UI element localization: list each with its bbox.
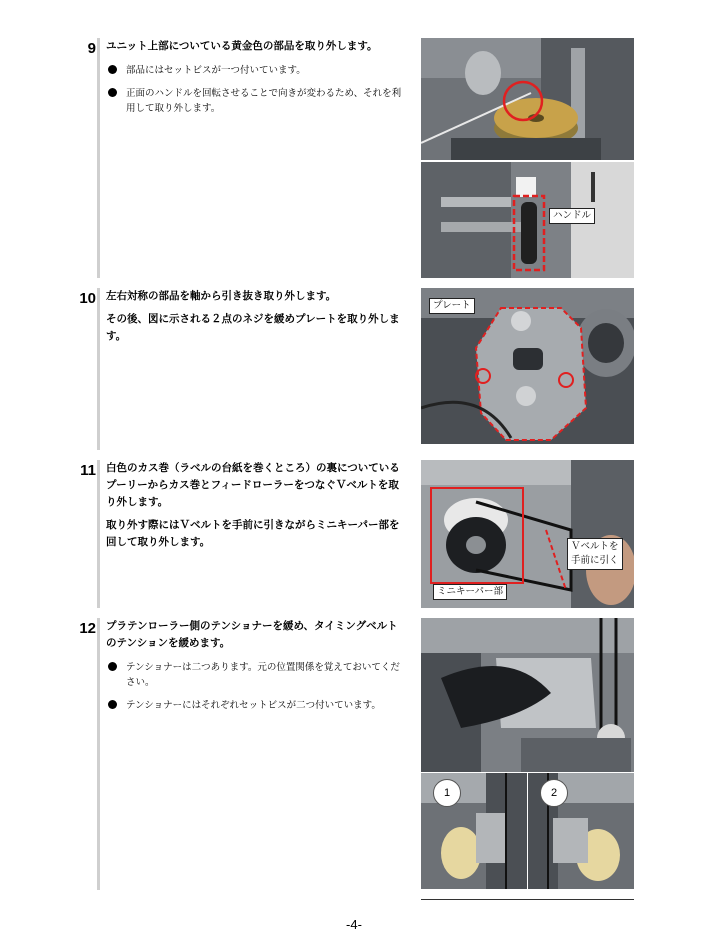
- step-10-photo: [421, 288, 634, 444]
- step-bar: [97, 460, 100, 608]
- step-12-photo-top: [421, 618, 634, 772]
- bullet-icon: [108, 65, 117, 74]
- bullet-item: 正面のハンドルを回転させることで向きが変わるため、それを利用して取り外します。: [106, 86, 406, 116]
- step-12-photo-right: [528, 773, 634, 889]
- step-bar: [97, 38, 100, 278]
- bullet-item: 部品にはセットビスが一つ付いています。: [106, 63, 406, 78]
- bullet-icon: [108, 700, 117, 709]
- step-9-photo-bottom: [421, 162, 634, 278]
- marker-2: 2: [540, 779, 568, 807]
- label-v-belt: [567, 538, 623, 570]
- step-text: [106, 618, 406, 713]
- step-heading: 左右対称の部品を軸から引き抜き取り外します。: [106, 290, 337, 302]
- step-heading: 白色のカス巻（ラベルの台紙を巻くところ）の裏についているプーリーからカス巻とフィードローラーをつなぐＶベルトを取り外します。: [106, 462, 400, 508]
- step-number: 11: [80, 462, 96, 479]
- step-heading: プラテンローラー側のテンショナーを緩め、タイミングベルトのテンションを緩めます。: [106, 620, 398, 649]
- step-bar: [97, 618, 100, 890]
- step-9-photo-top: [421, 38, 634, 160]
- step-12-photo-left: [421, 773, 527, 889]
- bullet-item: テンショナーにはそれぞれセットビスが二つ付いています。: [106, 698, 406, 713]
- bullet-item: テンショナーは二つあります。元の位置関係を覚えておいてください。: [106, 660, 406, 690]
- step-paragraph: 取り外す際にはＶベルトを手前に引きながらミニキーパー部を回して取り外します。: [106, 519, 400, 548]
- step-number: 12: [79, 620, 96, 637]
- step-paragraph: その後、図に示される２点のネジを緩めプレートを取り外します。: [106, 313, 400, 342]
- marker-1: 1: [433, 779, 461, 807]
- label-handle: ハンドル: [549, 208, 595, 224]
- step-bar: [97, 288, 100, 450]
- bullet-icon: [108, 88, 117, 97]
- step-11-photo: [421, 460, 634, 608]
- step-text: [106, 460, 406, 551]
- footer-rule: [421, 899, 634, 900]
- page-number: -4-: [346, 917, 362, 932]
- label-v-belt-line1: Ｖベルトを: [571, 541, 619, 552]
- label-plate: プレート: [429, 298, 475, 314]
- label-v-belt-line2: 手前に引く: [571, 555, 619, 566]
- bullet-icon: [108, 662, 117, 671]
- step-number: 9: [87, 40, 96, 57]
- label-mini-keeper: ミニキーパー部: [433, 584, 507, 600]
- step-text: [106, 288, 406, 345]
- step-heading: ユニット上部についている黄金色の部品を取り外します。: [106, 40, 378, 52]
- step-text: [106, 38, 406, 116]
- step-number: 10: [79, 290, 96, 307]
